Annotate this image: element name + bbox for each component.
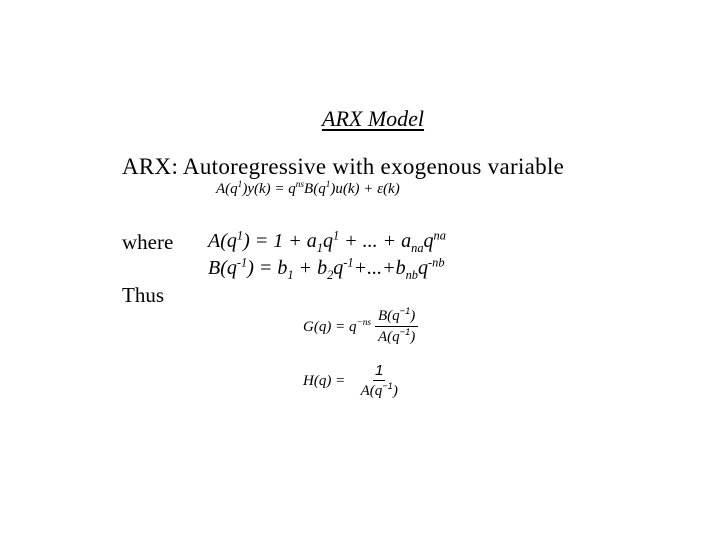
eq-term: $G(q) = q^{-ns}$ — [303, 317, 371, 335]
eq-term: a — [306, 230, 317, 252]
eq-exponent: −1 — [399, 327, 411, 337]
eq-exponent: −1 — [382, 381, 393, 391]
eq-term: ) = — [247, 257, 278, 279]
eq-term: + — [293, 257, 318, 279]
a-polynomial-equation — [208, 230, 446, 253]
fraction-numerator: $B(q^{-1})$ — [375, 308, 418, 327]
eq-term: b — [317, 257, 328, 279]
eq-term: b — [277, 257, 288, 279]
fraction — [375, 308, 418, 346]
eq-exponent: 1 — [236, 228, 244, 243]
slide-title: ARX Model — [322, 106, 425, 131]
eq-term: A(q — [208, 230, 237, 252]
eq-exponent: −1 — [399, 306, 411, 316]
eq-term: q — [333, 257, 344, 279]
eq-term: B(q — [208, 257, 237, 279]
fraction — [349, 362, 409, 400]
eq-term: q — [418, 257, 428, 279]
eq-term: b — [395, 257, 406, 279]
eq-subscript: 1 — [287, 268, 294, 282]
eq-term: q — [322, 230, 333, 252]
thus-label: Thus — [122, 283, 164, 307]
fraction-numerator: 1 — [375, 362, 384, 379]
eq-term: + ... + — [339, 230, 402, 252]
eq-term: )u(k) + ε(k) — [330, 181, 400, 197]
eq-exponent: 1 — [237, 180, 243, 190]
eq-subscript: nb — [405, 268, 418, 282]
eq-term: q — [423, 230, 434, 252]
h-noise-model-equation — [303, 362, 409, 400]
eq-exponent: -1 — [236, 255, 248, 270]
eq-term: )y(k) = q — [242, 181, 296, 197]
eq-term: a — [401, 230, 412, 252]
eq-exponent: −ns — [356, 317, 371, 328]
arx-model-equation — [216, 181, 400, 198]
eq-term: ) = 1 + — [243, 230, 307, 252]
eq-subscript: 1 — [316, 241, 323, 255]
eq-term: H(q) = — [303, 372, 346, 389]
fraction-denominator: $A(q^{-1})$ — [360, 381, 398, 399]
g-transfer-function-equation — [303, 308, 418, 346]
eq-term: +...+ — [353, 257, 396, 279]
b-polynomial-equation — [208, 257, 445, 280]
where-label: where — [122, 230, 174, 254]
eq-subscript: na — [411, 241, 424, 255]
eq-exponent: 1 — [325, 180, 331, 190]
eq-term: A(q — [216, 181, 238, 197]
fraction-denominator: $A(q^{-1})$ — [378, 327, 416, 345]
eq-term: B(q — [304, 181, 326, 197]
eq-subscript: 2 — [327, 268, 334, 282]
eq-exponent: -1 — [343, 255, 354, 270]
model-description: ARX: Autoregressive with exogenous variable — [122, 154, 565, 179]
eq-exponent: na — [433, 228, 446, 243]
eq-exponent: 1 — [332, 228, 340, 243]
eq-exponent: -nb — [428, 255, 445, 270]
eq-exponent: ns — [295, 180, 305, 190]
